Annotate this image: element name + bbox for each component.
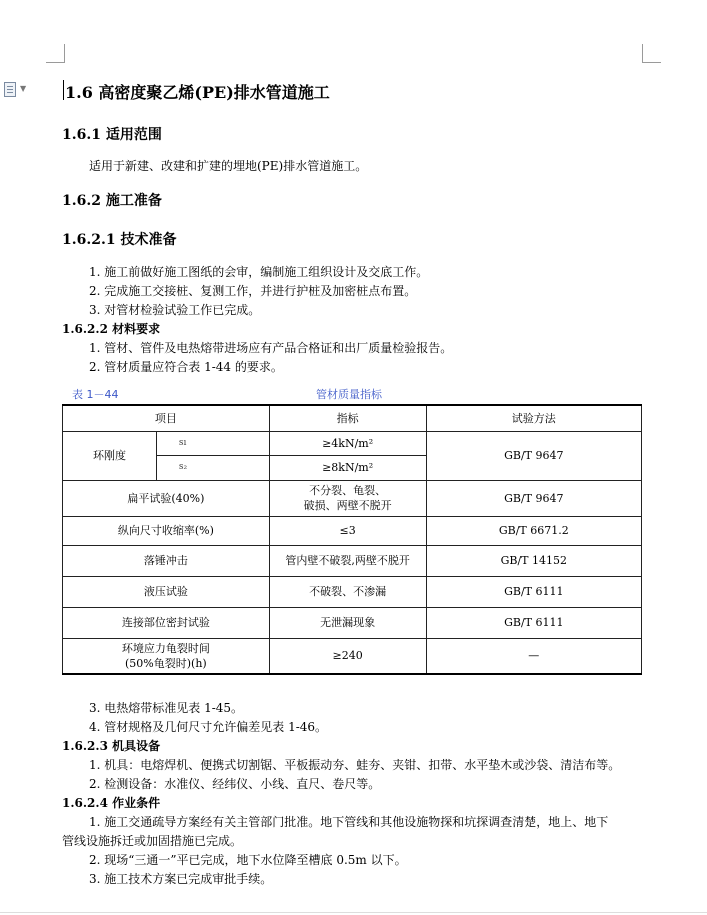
page-title: 1.6 高密度聚乙烯(PE)排水管道施工 xyxy=(65,83,330,102)
list-item: 2. 管材质量应符合表 1-44 的要求。 xyxy=(89,360,283,374)
paragraph-scope: 适用于新建、改建和扩建的埋地(PE)排水管道施工。 xyxy=(89,159,368,173)
list-item: 1. 施工前做好施工图纸的会审，编制施工组织设计及交底工作。 xyxy=(89,265,429,279)
table-cell: 无泄漏现象 xyxy=(269,607,426,638)
table-row xyxy=(63,545,642,576)
table-cell xyxy=(269,480,426,516)
cell-line: (50%龟裂时)(h) xyxy=(125,656,207,670)
cell-line: 环境应力龟裂时间 xyxy=(121,641,210,655)
table-row xyxy=(63,480,642,516)
list-item: 3. 电热熔带标准见表 1-45。 xyxy=(89,701,244,715)
text-cursor xyxy=(63,80,64,100)
table-cell: ≥8kN/m² xyxy=(269,455,426,480)
list-item: 2. 完成施工交接桩、复测工作，并进行护桩及加密桩点布置。 xyxy=(89,284,417,298)
table-number: 表 1－44 xyxy=(72,388,119,401)
document-icon[interactable] xyxy=(4,82,16,97)
table-cell: GB/T 6111 xyxy=(426,576,641,607)
table-row xyxy=(63,638,642,674)
crop-mark-top-left xyxy=(46,44,65,63)
section-heading-1-6-1: 1.6.1 适用范围 xyxy=(62,127,162,143)
table-header: 项目 xyxy=(63,405,270,431)
table-header: 试验方法 xyxy=(426,405,641,431)
section-heading-1-6-2-3: 1.6.2.3 机具设备 xyxy=(62,739,161,753)
section-heading-1-6-2-1: 1.6.2.1 技术准备 xyxy=(62,232,177,248)
table-cell: — xyxy=(426,638,641,674)
table-cell: ≤3 xyxy=(269,516,426,545)
table-row xyxy=(63,576,642,607)
table-cell: 环刚度 xyxy=(63,431,157,480)
table-cell: 管内壁不破裂,两壁不脱开 xyxy=(269,545,426,576)
table-cell: s₂ xyxy=(156,455,269,480)
table-row xyxy=(63,431,642,455)
table-row xyxy=(63,516,642,545)
chevron-down-icon[interactable]: ▼ xyxy=(20,84,27,93)
table-cell: 落锤冲击 xyxy=(63,545,270,576)
list-item: 1. 机具：电熔焊机、便携式切割锯、平板振动夯、蛙夯、夹钳、扣带、水平垫木或沙袋、清洁布等。 xyxy=(89,758,621,772)
table-cell: GB/T 9647 xyxy=(426,431,641,480)
page-bottom-edge xyxy=(0,912,707,913)
table-cell: ≥240 xyxy=(269,638,426,674)
table-cell: 液压试验 xyxy=(63,576,270,607)
crop-mark-top-right xyxy=(642,44,661,63)
list-item: 3. 施工技术方案已完成审批手续。 xyxy=(89,872,273,886)
section-heading-1-6-2: 1.6.2 施工准备 xyxy=(62,193,162,209)
list-item: 1. 管材、管件及电热熔带进场应有产品合格证和出厂质量检验报告。 xyxy=(89,341,453,355)
cell-line: 不分裂、龟裂、 xyxy=(309,484,387,497)
table-cell: GB/T 6671.2 xyxy=(426,516,641,545)
table-cell: ≥4kN/m² xyxy=(269,431,426,455)
table-cell: 不破裂、不渗漏 xyxy=(269,576,426,607)
list-item: 1. 施工交通疏导方案经有关主管部门批准。地下管线和其他设施物探和坑探调查清楚，地上、地下 xyxy=(89,815,609,829)
list-item: 4. 管材规格及几何尺寸允许偏差见表 1-46。 xyxy=(89,720,328,734)
table-cell: sı xyxy=(156,431,269,455)
section-heading-1-6-2-4: 1.6.2.4 作业条件 xyxy=(62,796,161,810)
table-header: 指标 xyxy=(269,405,426,431)
list-item-continuation: 管线设施拆迁或加固措施已完成。 xyxy=(62,834,243,848)
table-header-row xyxy=(63,405,642,431)
section-heading-1-6-2-2: 1.6.2.2 材料要求 xyxy=(62,322,161,336)
table-cell: GB/T 14152 xyxy=(426,545,641,576)
table-cell xyxy=(63,638,270,674)
list-item: 2. 现场“三通一”平已完成，地下水位降至槽底 0.5m 以下。 xyxy=(89,853,407,867)
material-quality-table xyxy=(62,404,642,675)
list-item: 2. 检测设备：水准仪、经纬仪、小线、直尺、卷尺等。 xyxy=(89,777,381,791)
cell-line: 破损、两壁不脱开 xyxy=(303,499,392,512)
table-cell: GB/T 6111 xyxy=(426,607,641,638)
table-cell: 纵向尺寸收缩率(%) xyxy=(63,516,270,545)
table-title: 管材质量指标 xyxy=(316,388,382,401)
table-cell: 连接部位密封试验 xyxy=(63,607,270,638)
table-cell: GB/T 9647 xyxy=(426,480,641,516)
list-item: 3. 对管材检验试验工作已完成。 xyxy=(89,303,261,317)
table-cell: 扁平试验(40%) xyxy=(63,480,270,516)
table-row xyxy=(63,607,642,638)
